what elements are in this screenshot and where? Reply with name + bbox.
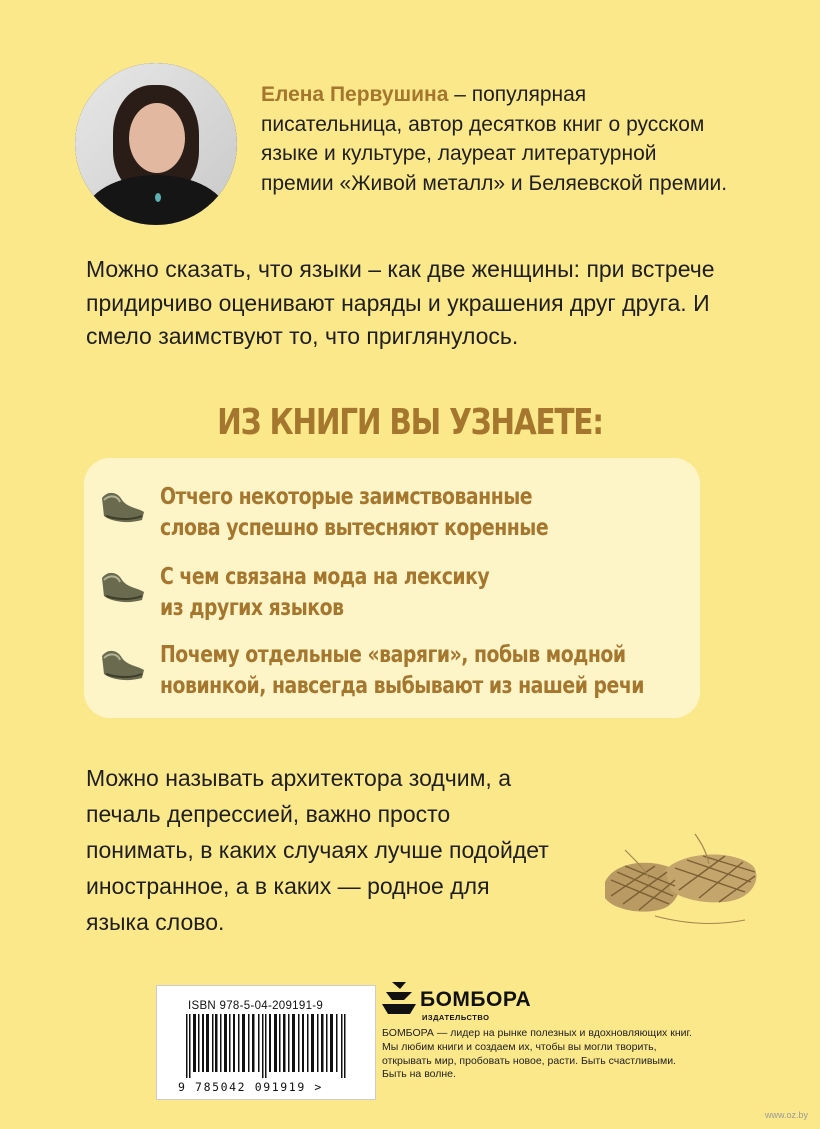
barcode-digits: 9 785042 091919 > <box>178 1080 323 1094</box>
author-bio-text: – популярная писательница, автор десятков книг о русском языке и культуре, лауреат литературной премии «Живой металл» и Беляевской премии. <box>261 83 728 195</box>
learn-item <box>98 640 698 700</box>
learn-item <box>98 562 698 622</box>
learn-item-line: С чем связана мода на лексику <box>160 564 490 590</box>
learn-item-line: новинкой, навсегда выбывают из нашей речи <box>160 673 645 699</box>
galosh-icon <box>98 566 146 606</box>
learn-heading: ИЗ КНИГИ ВЫ УЗНАЕТЕ: <box>217 402 603 443</box>
author-photo <box>75 63 237 225</box>
author-bio <box>261 80 731 198</box>
publisher-logo-subtitle: ИЗДАТЕЛЬСТВО <box>422 1013 490 1022</box>
outro-paragraph: Можно называть архитектора зодчим, а печаль депрессией, важно просто понимать, в каких случаях лучше подойдет иностранное, а в каких — родное для языка слово. <box>86 765 549 935</box>
watermark: www.oz.by <box>765 1110 809 1120</box>
learn-item-line: Отчего некоторые заимствованные <box>160 484 533 510</box>
learn-item-line: Почему отдельные «варяги», побыв модной <box>160 642 626 668</box>
intro-paragraph: Можно сказать, что языки – как две женщины: при встрече придирчиво оценивают наряды и украшения друг друга. И смело заимствуют то, что приглянулось. <box>86 256 715 349</box>
author-name: Елена Первушина <box>261 83 449 106</box>
publisher-description: БОМБОРА — лидер на рынке полезных и вдохновляющих книг. Мы любим книги и создаем их, чтобы вы могли творить, открывать мир, пробовать новое, расти. Быть счастливыми. Быть на волне. <box>382 1027 692 1081</box>
bast-shoes-illustration <box>595 820 765 930</box>
publisher-logo-text: БОМБОРА <box>420 988 532 1011</box>
bombora-logo-icon <box>382 980 416 1016</box>
galosh-icon <box>98 644 146 684</box>
learn-item-line: из других языков <box>160 595 344 621</box>
galosh-icon <box>98 486 146 526</box>
isbn-text: ISBN 978-5-04-209191-9 <box>188 1000 324 1012</box>
barcode-bars <box>186 1014 346 1078</box>
learn-item <box>98 482 698 542</box>
learn-item-line: слова успешно вытесняют коренные <box>160 515 549 541</box>
